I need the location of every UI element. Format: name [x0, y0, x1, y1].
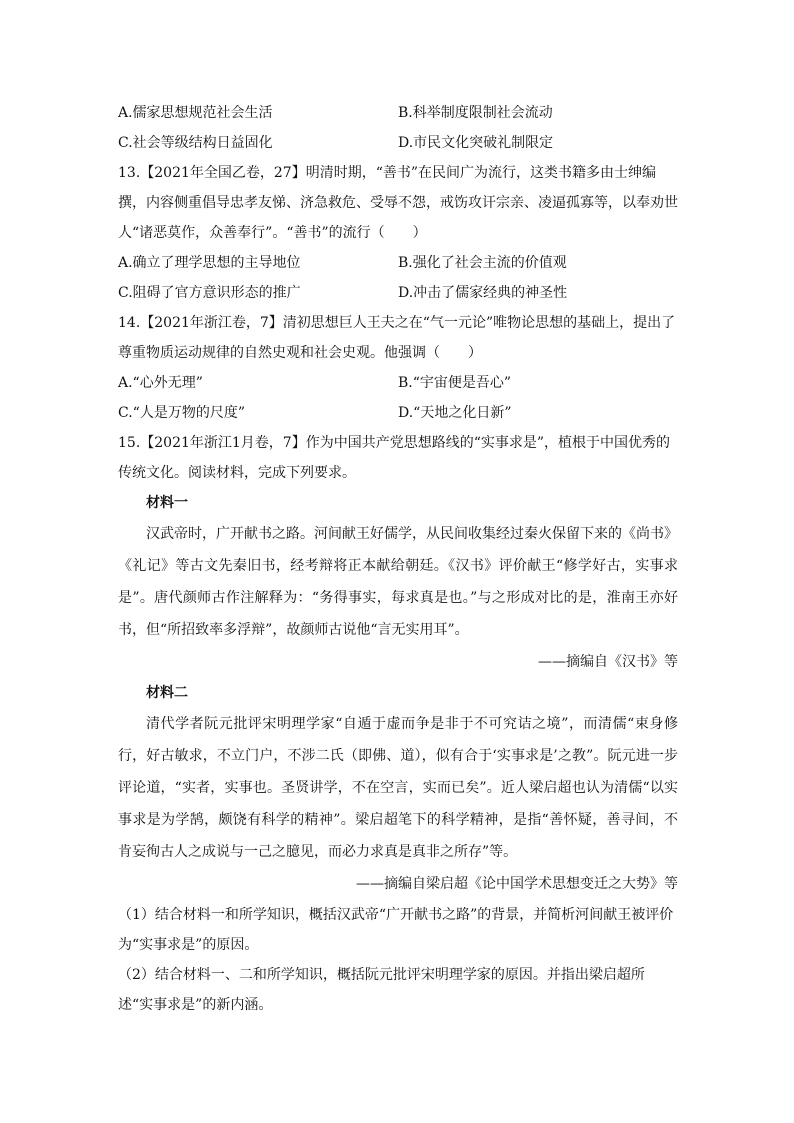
q12-option-d: D.市民文化突破礼制限定	[398, 135, 554, 151]
material-2-label: 材料二	[146, 685, 188, 701]
q13-option-a: A.确立了理学思想的主导地位	[118, 255, 301, 271]
q14-options-row-1	[118, 368, 678, 398]
q13-stem: 13.【2021年全国乙卷，27】明清时期，“善书”在民间广为流行，这类书籍多由士绅编撰，内容侧重倡导忠孝友悌、济急救危、受辱不怨，戒饬攻讦宗亲、凌逼孤寡等，以奉劝世人“诸恶莫作，众善奉行”。“善书”的流行（ ）	[118, 165, 678, 241]
material-1-source: ——摘编自《汉书》等	[538, 654, 678, 670]
document-page	[118, 98, 678, 1020]
q14-option-a: A.“心外无理”	[118, 375, 203, 391]
q13-options-row-2	[118, 278, 678, 308]
q15-stem: 15.【2021年浙江1月卷，7】作为中国共产党思想路线的“实事求是”，植根于中国优秀的传统文化。阅读材料，完成下列要求。	[118, 435, 671, 481]
q14-stem: 14.【2021年浙江卷，7】清初思想巨人王夫之在“气一元论”唯物论思想的基础上，提出了尊重物质运动规律的自然史观和社会史观。他强调（ ）	[118, 315, 676, 361]
q14-options-row-2	[118, 398, 678, 428]
q13-option-b: B.强化了社会主流的价值观	[398, 255, 567, 271]
material-1-text: 汉武帝时，广开献书之路。河间献王好儒学，从民间收集经过秦火保留下来的《尚书》《礼记》等古文先秦旧书，经考辩将正本献给朝廷。《汉书》评价献王“修学好古，实事求是”。唐代颜师古作注解释为：“务得事实，每求真是也。”与之形成对比的是，淮南王亦好书，但“所招致率多浮辩”，故颜师古说他“言无实用耳”。	[118, 526, 678, 638]
q15-sub-question-1: （1）结合材料一和所学知识，概括汉武帝“广开献书之路”的背景，并简析河间献王被评价为“实事求是”的原因。	[118, 907, 674, 953]
q14-option-c: C.“人是万物的尺度”	[118, 405, 245, 421]
q12-option-c: C.社会等级结构日益固化	[118, 135, 273, 151]
q13-option-c: C.阻碍了官方意识形态的推广	[118, 285, 301, 301]
material-2-source: ——摘编自梁启超《论中国学术思想变迁之大势》等	[356, 876, 678, 892]
q15-sub-question-2: （2）结合材料一、二和所学知识，概括阮元批评宋明理学家的原因。并指出梁启超所述“实事求是”的新内涵。	[118, 967, 645, 1013]
q14-option-b: B.“宇宙便是吾心”	[398, 375, 512, 391]
q12-options-row-1	[118, 98, 678, 128]
q13-options-row-1	[118, 248, 678, 278]
q12-options-row-2	[118, 128, 678, 158]
material-1-label: 材料一	[146, 495, 188, 511]
q12-option-a: A.儒家思想规范社会生活	[118, 105, 273, 121]
q14-option-d: D.“天地之化日新”	[398, 405, 512, 421]
q12-option-b: B.科举制度限制社会流动	[398, 105, 553, 121]
material-2-text: 清代学者阮元批评宋明理学家“自遁于虚而争是非于不可究诘之境”，而清儒“束身修行，好古敏求，不立门户，不涉二氏（即佛、道），似有合于‘实事求是’之教”。阮元进一步评论道，“实者，实事也。圣贤讲学，不在空言，实而已矣”。近人梁启超也认为清儒“以实事求是为学鹄，颇饶有科学的精神”。梁启超笔下的科学精神，是指“善怀疑，善寻间，不肯妄徇古人之成说与一己之臆见，而必力求真是真非之所存”等。	[118, 716, 678, 860]
q13-option-d: D.冲击了儒家经典的神圣性	[398, 285, 568, 301]
